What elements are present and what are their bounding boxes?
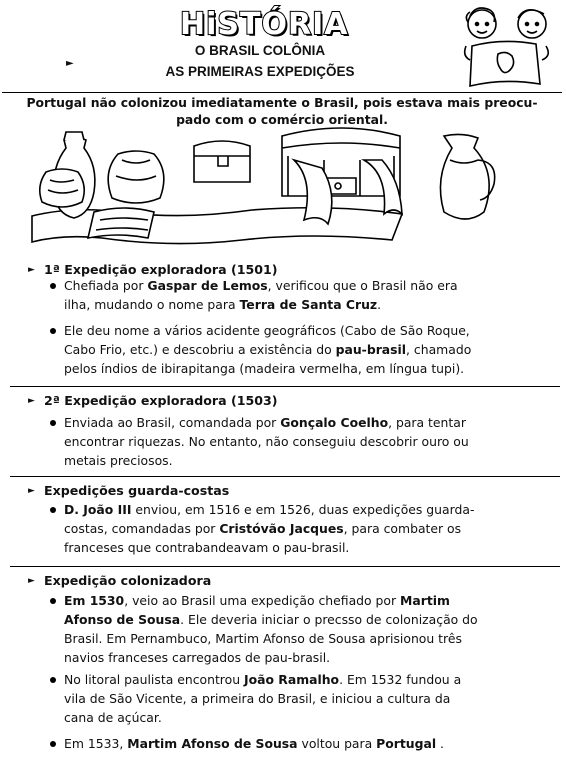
text-line (64, 538, 534, 557)
intro-line: Portugal não colonizou imediatamente o Brasil, pois estava mais preocu- (26, 95, 538, 110)
text: Ele deu nome a vários acidente geográficos (Cabo de São Roque, (64, 323, 470, 338)
text: . Ele deveria iniciar o precsso de colonização do (180, 612, 478, 627)
text-line (64, 591, 534, 610)
text-bold: Terra de Santa Cruz (239, 297, 378, 312)
arrow-right-icon: ► (28, 576, 35, 586)
list-item (64, 591, 534, 667)
list-item (64, 413, 534, 470)
text-line (64, 321, 534, 340)
text-line (64, 708, 534, 727)
text-bold: Em 1530 (64, 593, 125, 608)
text-line (64, 413, 534, 432)
text-line (64, 648, 534, 667)
intro-line: pado com o comércio oriental. (176, 112, 388, 127)
text: , para combater os (343, 521, 462, 536)
text: No litoral paulista encontrou (64, 672, 244, 687)
bullet-icon (50, 328, 56, 334)
text: ilha, mudando o nome para (64, 297, 240, 312)
section-second-expedition (10, 392, 560, 410)
text-bold: Afonso de Sousa (64, 612, 181, 627)
section-heading (10, 392, 560, 410)
text: , chamado (406, 342, 472, 357)
text-bold: Martim Afonso de Sousa (127, 736, 298, 751)
text-line (64, 670, 534, 689)
list-item (64, 321, 534, 378)
text-bold: Portugal (376, 736, 437, 751)
text-bold: João Ramalho (244, 672, 340, 687)
bullet-icon (50, 598, 56, 604)
text-bold: Martim (400, 593, 450, 608)
text: Chefiada por (64, 278, 148, 293)
text: voltou para (297, 736, 377, 751)
text-line (64, 359, 534, 378)
text-bold: Gonçalo Coelho (280, 415, 389, 430)
text-line (64, 629, 534, 648)
text: . (436, 736, 444, 751)
page-subtitle: O BRASIL COLÔNIA (194, 43, 326, 58)
list-item (64, 734, 534, 753)
text: Brasil. Em Pernambuco, Martim Afonso de Sousa aprisionou três (64, 631, 462, 646)
text: , verificou que o Brasil não era (267, 278, 458, 293)
arrow-right-icon: ► (28, 265, 35, 275)
text-bold: Gaspar de Lemos (147, 278, 268, 293)
text: cana de açúcar. (64, 710, 162, 725)
text: Enviada ao Brasil, comandada por (64, 415, 281, 430)
list-item (64, 670, 534, 727)
text-line (64, 432, 534, 451)
text: Em 1533, (64, 736, 128, 751)
section-coast-guard-expeditions (10, 482, 560, 500)
section-colonizing-expedition (10, 572, 560, 590)
text-line (64, 500, 534, 519)
text: pelos índios de ibirapitanga (madeira vermelha, em língua tupi). (64, 361, 465, 376)
list-item (64, 500, 534, 557)
section-heading-label: 1ª Expedição exploradora (1501) (44, 262, 278, 277)
divider (10, 476, 560, 477)
page-title: HiSTÓRIA (180, 7, 349, 42)
bullet-icon (50, 507, 56, 513)
treasure-chest-and-vases-illustration (24, 120, 524, 260)
bullet-icon (50, 741, 56, 747)
page-subtitle-2: AS PRIMEIRAS EXPEDIÇÕES (165, 64, 355, 79)
text-bold: D. João III (64, 502, 132, 517)
text: metais preciosos. (64, 453, 173, 468)
text: vila de São Vicente, a primeira do Brasil, e iniciou a cultura da (64, 691, 451, 706)
arrow-right-icon: ► (28, 486, 35, 496)
text-bold: Cristóvão Jacques (219, 521, 344, 536)
text: navios franceses carregados de pau-brasil. (64, 650, 331, 665)
section-heading (10, 482, 560, 500)
text-line (64, 519, 534, 538)
text-line (64, 734, 534, 753)
text-line (64, 276, 534, 295)
text-line (64, 689, 534, 708)
text: . (377, 297, 382, 312)
text: costas, comandadas por (64, 521, 220, 536)
arrow-right-icon: ► (66, 58, 74, 69)
section-heading-label: Expedições guarda-costas (44, 483, 230, 498)
text-line (64, 610, 534, 629)
text: encontrar riquezas. No entanto, não conseguiu descobrir ouro ou (64, 434, 469, 449)
section-heading (10, 572, 560, 590)
text: enviou, em 1516 e em 1526, duas expedições guarda- (131, 502, 475, 517)
divider (10, 566, 560, 567)
text-line (64, 340, 534, 359)
bullet-icon (50, 283, 56, 289)
section-heading-label: Expedição colonizadora (44, 573, 212, 588)
text: Cabo Frio, etc.) e descobriu a existência do (64, 342, 336, 357)
bullet-icon (50, 677, 56, 683)
text: , para tentar (388, 415, 466, 430)
list-item (64, 276, 534, 314)
kids-map-illustration-icon (458, 2, 560, 90)
text-line (64, 295, 534, 314)
text-line (64, 451, 534, 470)
text: , veio ao Brasil uma expedição chefiado por (124, 593, 401, 608)
divider (10, 386, 560, 387)
text: franceses que contrabandeavam o pau-brasil. (64, 540, 350, 555)
text: . Em 1532 fundou a (339, 672, 462, 687)
arrow-right-icon: ► (28, 396, 35, 406)
section-heading-label: 2ª Expedição exploradora (1503) (44, 393, 278, 408)
bullet-icon (50, 420, 56, 426)
text-bold: pau-brasil (335, 342, 407, 357)
